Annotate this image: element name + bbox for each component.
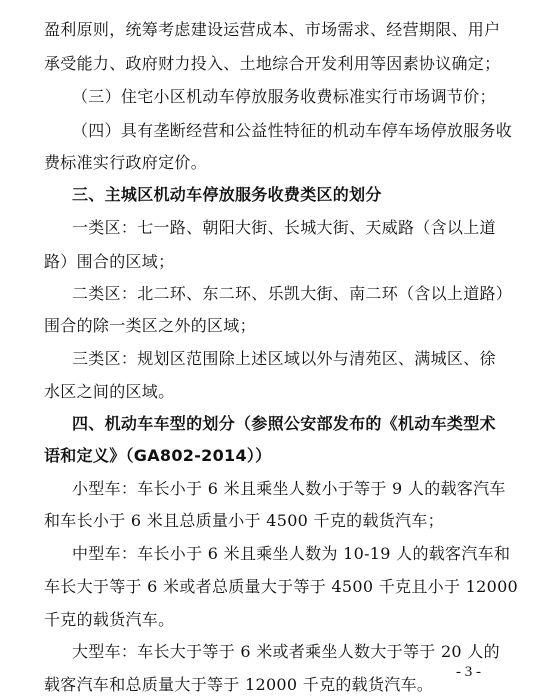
paragraph-line: 中型车：车长小于 6 米且乘坐人数为 10-19 人的载客汽车和 bbox=[72, 544, 511, 563]
section-heading-line: 四、机动车车型的划分（参照公安部发布的《机动车类型术 bbox=[72, 414, 496, 433]
paragraph-line: 一类区：七一路、朝阳大街、长城大街、天威路（含以上道 bbox=[72, 218, 496, 237]
paragraph-line: 费标准实行政府定价。 bbox=[44, 153, 208, 172]
paragraph-line: 三类区：规划区范围除上述区域以外与清苑区、满城区、徐 bbox=[72, 349, 496, 368]
paragraph-line: （四）具有垄断经营和公益性特征的机动车停车场停放服务收 bbox=[72, 121, 513, 140]
section-heading-line: 语和定义》（GA802-2014）） bbox=[44, 446, 272, 465]
page-number: - 3 - bbox=[456, 664, 481, 680]
paragraph-line: 载客汽车和总质量大于等于 12000 千克的载货汽车。 bbox=[44, 675, 434, 694]
paragraph-line: 路）围合的区域； bbox=[44, 252, 175, 271]
paragraph-line: 围合的除一类区之外的区域； bbox=[44, 316, 256, 335]
paragraph-line: 承受能力、政府财力投入、土地综合开发利用等因素协议确定； bbox=[44, 54, 501, 73]
section-heading-line: 三、主城区机动车停放服务收费类区的划分 bbox=[72, 185, 382, 204]
paragraph-line: 千克的载货汽车。 bbox=[44, 610, 175, 629]
paragraph-line: 水区之间的区域。 bbox=[44, 382, 175, 401]
paragraph-line: 大型车：车长大于等于 6 米或者乘坐人数大于等于 20 人的 bbox=[72, 642, 500, 661]
paragraph-line: 盈利原则，统筹考虑建设运营成本、市场需求、经营期限、用户 bbox=[44, 20, 501, 39]
paragraph-line: 车长大于等于 6 米或者总质量大于等于 4500 千克且小于 12000 bbox=[44, 577, 519, 596]
paragraph-line: 小型车：车长小于 6 米且乘坐人数小于等于 9 人的载客汽车 bbox=[72, 479, 506, 498]
paragraph-line: 二类区：北二环、东二环、乐凯大街、南二环（含以上道路） bbox=[72, 284, 513, 303]
paragraph-line: 和车长小于 6 米且总质量小于 4500 千克的载货汽车； bbox=[44, 511, 444, 530]
paragraph-line: （三）住宅小区机动车停放服务收费标准实行市场调节价； bbox=[72, 87, 496, 106]
